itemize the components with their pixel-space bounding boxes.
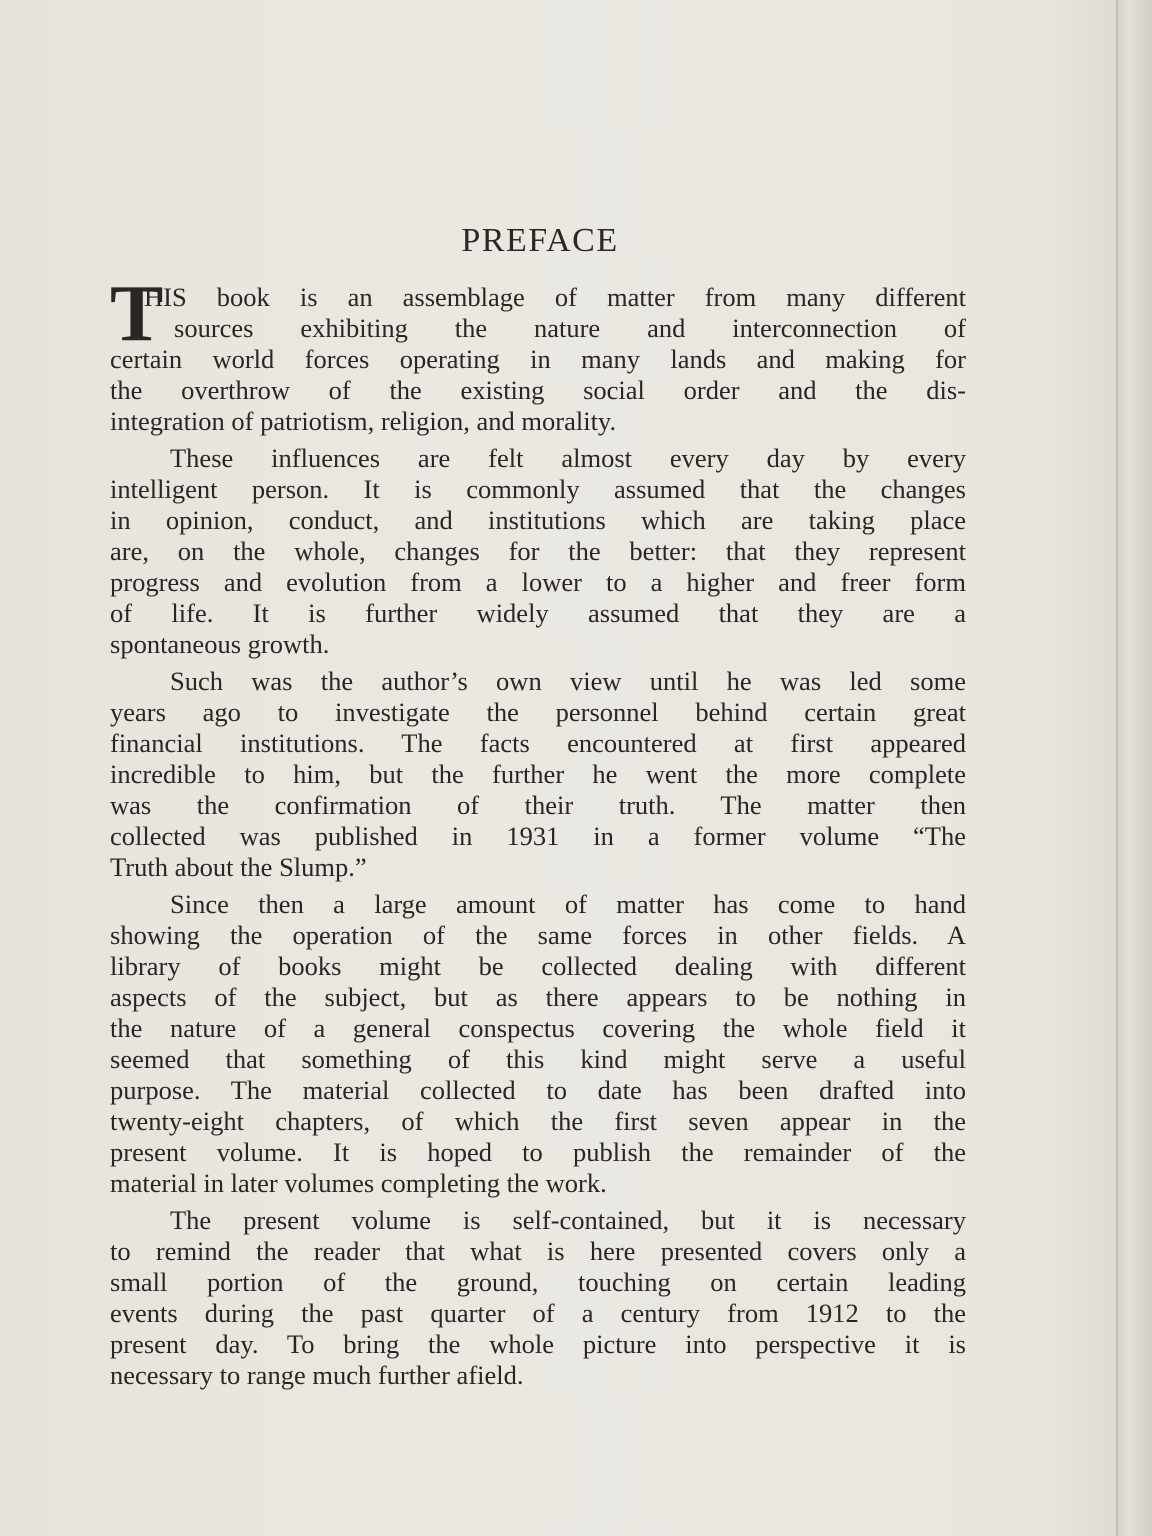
text-line: HIS book is an assemblage of matter from many different [144, 282, 966, 312]
text-line: These influences are felt almost every day by every [170, 443, 966, 473]
text-line: in opinion, conduct, and institutions which are taking place [110, 505, 966, 535]
text-line: necessary to range much further afield. [110, 1360, 524, 1390]
text-line: material in later volumes completing the work. [110, 1168, 607, 1198]
text-line: financial institutions. The facts encountered at first appeared [110, 728, 966, 758]
text-line: events during the past quarter of a century from 1912 to the [110, 1298, 966, 1328]
text-line: small portion of the ground, touching on certain leading [110, 1267, 966, 1297]
text-line: present volume. It is hoped to publish the remainder of the [110, 1137, 966, 1167]
text-line: purpose. The material collected to date has been drafted into [110, 1075, 966, 1105]
text-line: Since then a large amount of matter has come to hand [170, 889, 966, 919]
text-line: certain world forces operating in many lands and making for [110, 344, 966, 374]
text-line: spontaneous growth. [110, 629, 330, 659]
text-line: library of books might be collected dealing with different [110, 951, 966, 981]
text-line: the overthrow of the existing social order and the dis- [110, 375, 966, 405]
text-line: the nature of a general conspectus covering the whole field it [110, 1013, 966, 1043]
page-title: PREFACE [461, 222, 619, 259]
text-line: integration of patriotism, religion, and morality. [110, 406, 617, 436]
text-line: aspects of the subject, but as there appears to be nothing in [110, 982, 966, 1012]
text-line: intelligent person. It is commonly assumed that the changes [110, 474, 966, 504]
paragraph-3 [110, 666, 966, 883]
text-line: collected was published in 1931 in a former volume “The [110, 821, 966, 851]
text-line: seemed that something of this kind might serve a useful [110, 1044, 966, 1074]
text-line: of life. It is further widely assumed that they are a [110, 598, 966, 628]
text-line: are, on the whole, changes for the better: that they represent [110, 536, 966, 566]
page-edge [1118, 0, 1152, 1536]
paragraph-2 [110, 443, 966, 660]
text-line: twenty-eight chapters, of which the first seven appear in the [110, 1106, 966, 1136]
paragraph-5 [110, 1205, 966, 1391]
text-line: was the confirmation of their truth. The matter then [110, 790, 966, 820]
text-line: The present volume is self-contained, but it is necessary [170, 1205, 966, 1235]
paragraph-4 [110, 889, 966, 1199]
text-line: to remind the reader that what is here presented covers only a [110, 1236, 966, 1266]
text-line: showing the operation of the same forces in other fields. A [110, 920, 966, 950]
drop-cap: T [110, 270, 164, 358]
text-line: Truth about the Slump.” [110, 852, 367, 882]
paragraph-1 [110, 282, 966, 437]
preface-body [110, 282, 966, 1391]
text-line: Such was the author’s own view until he was led some [170, 666, 966, 696]
text-line: incredible to him, but the further he went the more complete [110, 759, 966, 789]
text-line: years ago to investigate the personnel behind certain great [110, 697, 966, 727]
text-line: progress and evolution from a lower to a higher and freer form [110, 567, 966, 597]
text-line: present day. To bring the whole picture into perspective it is [110, 1329, 966, 1359]
text-line: sources exhibiting the nature and interconnection of [174, 313, 966, 343]
